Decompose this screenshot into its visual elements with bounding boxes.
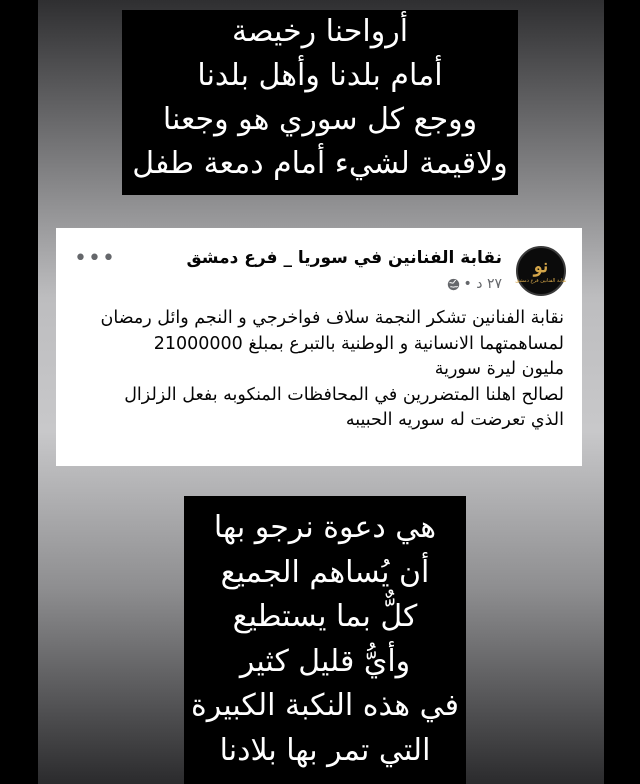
post-text-line: مليون ليرة سورية — [434, 359, 564, 379]
post-header — [70, 238, 568, 292]
quote-line: كلٌّ بما يستطيع — [232, 599, 418, 634]
quote-line: أمام بلدنا وأهل بلدنا — [197, 58, 443, 93]
facebook-post-card — [56, 228, 582, 466]
quote-line: في هذه النكبة الكبيرة — [191, 688, 459, 723]
avatar-subtitle: نقابة الفنانين فرع دمشق — [515, 277, 567, 284]
quote-line: ولاقيمة لشيء أمام دمعة طفل — [132, 146, 508, 181]
top-quote-card — [122, 10, 518, 195]
post-text-line: لصالح اهلنا المتضررين في المحافظات المنكوبه بفعل الزلزال — [124, 384, 564, 405]
page-name-link[interactable]: نقابة الفنانين في سوريا _ فرع دمشق — [186, 248, 502, 268]
post-text-line: نقابة الفنانين تشكر النجمة سلاف فواخرجي و النجم وائل رمضان — [100, 308, 564, 328]
quote-line: وأيُّ قليل كثير — [239, 643, 411, 679]
more-options-icon[interactable]: ••• — [74, 246, 116, 271]
post-meta — [447, 276, 502, 292]
quote-line: ووجع كل سوري هو وجعنا — [162, 102, 478, 137]
quote-line: هي دعوة نرجو بها — [213, 510, 437, 545]
post-text-line: الذي تعرضت له سوريه الحبيبه — [345, 410, 564, 430]
quote-line: أرواحنا رخيصة — [231, 14, 409, 49]
globe-icon — [447, 278, 460, 291]
page-avatar[interactable] — [516, 246, 566, 296]
bottom-quote-card — [184, 496, 466, 784]
post-body — [68, 306, 564, 434]
post-text-line: لمساهمتهما الانسانية و الوطنية بالتبرع بمبلغ 21000000 — [153, 333, 564, 354]
quote-line: أن يُساهم الجميع — [220, 554, 430, 590]
post-date[interactable]: ٢٧ د • — [463, 276, 502, 292]
quote-line: التي تمر بها بلادنا — [219, 732, 431, 768]
avatar-monogram: نو — [533, 255, 549, 277]
